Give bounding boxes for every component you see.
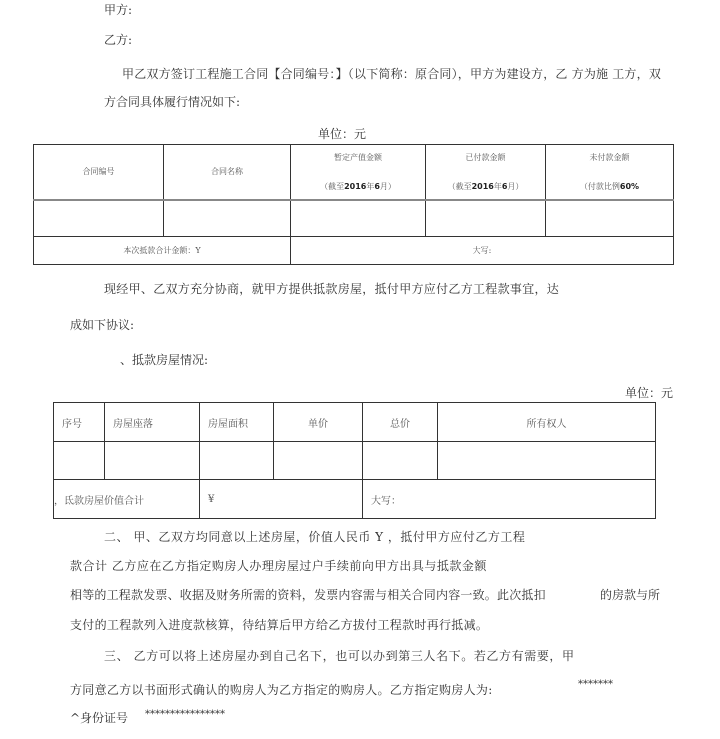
header-serial: 序号 <box>54 403 105 442</box>
section-3-line-1: 三、 乙方可以将上述房屋办到自己名下，也可以办到第三人名下。若乙方有需要，甲 <box>104 649 575 663</box>
cell <box>363 442 438 480</box>
unit-label-1: 单位：元 <box>318 127 367 141</box>
id-number-masked: **************** <box>145 709 225 720</box>
property-total-words: 大写： <box>363 480 656 519</box>
header-paid-amount <box>426 145 546 200</box>
header-location: 房屋座落 <box>105 403 200 442</box>
unit-label-2: 单位：元 <box>625 386 674 400</box>
party-b-label: 乙方: <box>104 33 133 47</box>
header-unit-price: 单价 <box>274 403 363 442</box>
cell <box>438 442 656 480</box>
party-a-label: 甲方: <box>104 3 133 17</box>
header-contract-no: 合同编号 <box>34 145 164 200</box>
header-unpaid-amount <box>546 145 674 200</box>
section-2-line-1: 二、 甲、乙双方均同意以上述房屋，价值人民币 Y ，抵付甲方应付乙方工程 <box>104 530 526 544</box>
header-note: （付款比例60% <box>579 181 640 191</box>
cell <box>34 200 164 237</box>
header-title: 暂定产值金额 <box>334 152 382 162</box>
section-3-line-2: 方同意乙方以书面形式确认的购房人为乙方指定的购房人。乙方指定购房人为: <box>70 683 493 697</box>
cell <box>274 442 363 480</box>
section-2-line-4: 支付的工程款列入进度款核算，待结算后甲方给乙方拔付工程款时再行抵减。 <box>70 618 489 632</box>
cell <box>291 200 426 237</box>
header-note: （截至2016年6月） <box>447 181 524 191</box>
header-total-price: 总价 <box>363 403 438 442</box>
header-provisional-value <box>291 145 426 200</box>
negotiation-line-1: 现经甲、乙双方充分协商，就甲方提供抵款房屋，抵付甲方应付乙方工程款事宜，达 <box>104 282 560 296</box>
property-table <box>53 402 656 519</box>
header-area: 房屋面积 <box>200 403 274 442</box>
intro-line-2: 方合同具体履行情况如下: <box>104 95 241 109</box>
section-2-line-3: 相等的工程款发票、收据及财务所需的资料，发票内容需与相关合同内容一致。此次抵扣 <box>70 588 546 602</box>
negotiation-line-2: 成如下协议: <box>70 318 135 332</box>
header-title: 未付款金额 <box>589 152 630 162</box>
header-owner: 所有权人 <box>438 403 656 442</box>
buyer-name-masked: ******* <box>578 679 613 690</box>
cell <box>200 442 274 480</box>
cell <box>426 200 546 237</box>
property-total-label: ，氐款房屋价值合计 <box>54 480 200 519</box>
header-contract-name: 合同名称 <box>164 145 291 200</box>
total-in-words: 大写: <box>291 237 674 265</box>
cell <box>54 442 105 480</box>
section-1-heading: 、抵款房屋情况: <box>120 353 209 367</box>
section-2-line-2: 款合计 乙方应在乙方指定购房人办理房屋过户手续前向甲方出具与抵款金额 <box>70 559 487 573</box>
cell <box>105 442 200 480</box>
total-offset-amount: 本次抵款合计金额：Y <box>34 237 291 265</box>
id-number-label: ^身份证号 <box>70 711 129 725</box>
header-title: 已付款金额 <box>465 152 506 162</box>
cell <box>546 200 674 237</box>
contract-table <box>33 144 674 265</box>
cell <box>164 200 291 237</box>
header-note: （截至2016年6月） <box>320 181 396 191</box>
property-total-value: ¥ <box>200 480 363 519</box>
intro-line-1: 甲乙双方签订工程施工合同【合同编号：】（以下简称：原合同），甲方为建设方，乙 方为施 工方，双 <box>122 67 662 81</box>
section-2-line-3-tail: 的房款与所 <box>600 588 661 602</box>
